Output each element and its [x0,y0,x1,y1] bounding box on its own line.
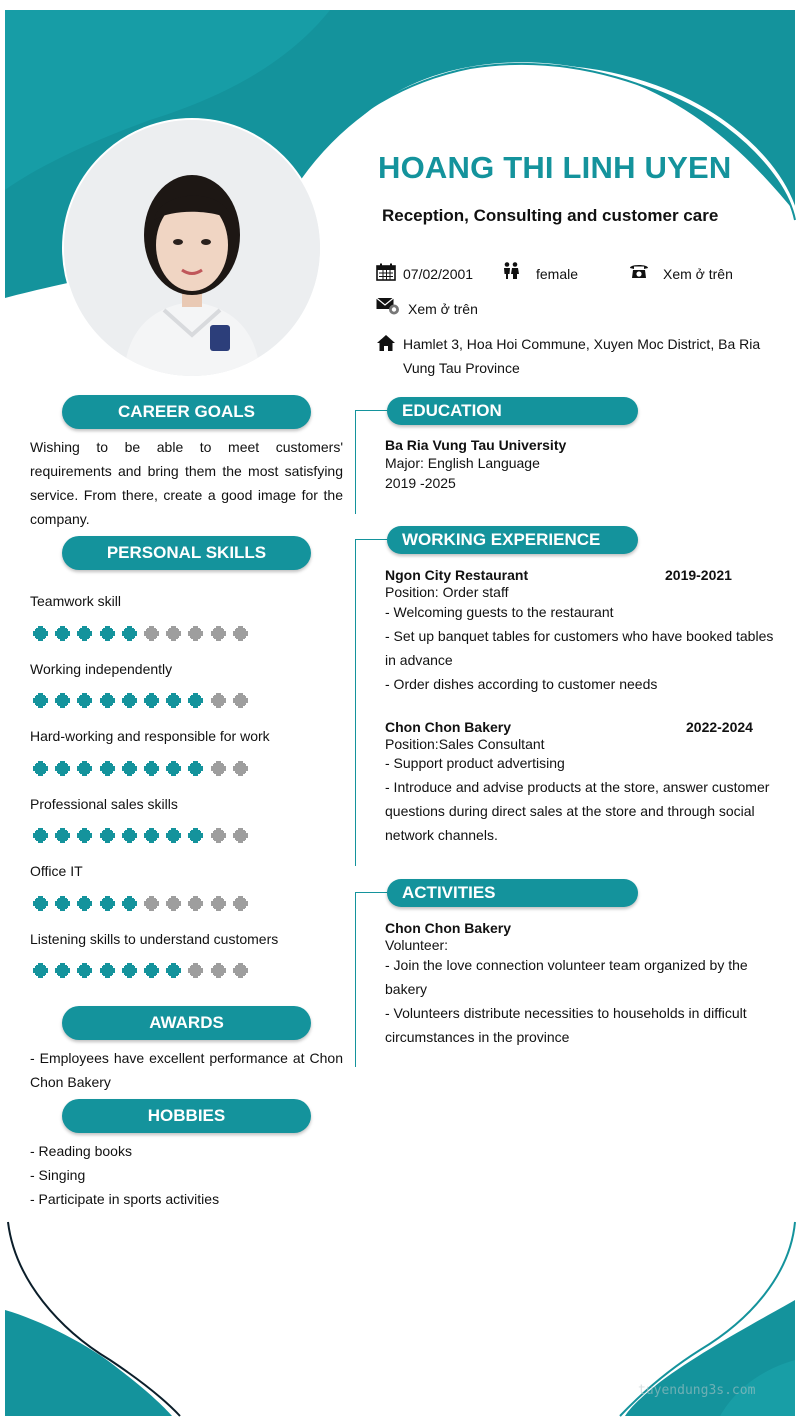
skill-dot-filled [188,693,203,708]
experience-timeline-line [355,539,356,866]
skill-dot-filled [55,626,70,641]
career-goals-heading: CAREER GOALS [62,395,311,429]
skill-dot-filled [77,626,92,641]
activities-timeline-line [355,892,356,1067]
skill-dot-filled [100,828,115,843]
skill-dot-empty [211,963,226,978]
skill-dot-filled [55,693,70,708]
job-duty: - Introduce and advise products at the store, answer customer questions during direct sales at the store and through social network channels. [385,779,770,843]
education-timeline-line [355,410,356,514]
skill-label: Teamwork skill [30,593,122,609]
hobby-item: - Reading books [30,1143,132,1159]
phone-icon [629,262,649,280]
activities-heading: ACTIVITIES [387,879,638,907]
skill-dot-filled [33,896,48,911]
skill-dot-filled [55,828,70,843]
education-connector [356,410,387,411]
skill-dot-filled [55,761,70,776]
avatar-illustration [64,120,320,376]
skill-dot-filled [33,761,48,776]
skill-label: Professional sales skills [30,796,178,812]
job-duty: - Set up banquet tables for customers who have booked tables in advance [385,628,774,668]
birthday-value: 07/02/2001 [403,266,474,282]
skill-dot-filled [77,896,92,911]
skill-dot-empty [233,761,248,776]
job-position: Position:Sales Consultant [385,736,545,752]
skill-dot-empty [211,896,226,911]
education-years: 2019 -2025 [385,475,456,491]
skill-dot-filled [166,828,181,843]
bottom-left-teal-shape [5,1310,172,1416]
job-years: 2022-2024 [686,719,753,735]
job-duty: - Support product advertising [385,755,565,771]
skill-label: Working independently [30,661,173,677]
personal-skills-heading: PERSONAL SKILLS [62,536,311,570]
skill-dot-empty [233,896,248,911]
job-company: Chon Chon Bakery [385,719,512,735]
skill-dot-filled [122,963,137,978]
skill-dot-empty [233,693,248,708]
education-school: Ba Ria Vung Tau University [385,437,567,453]
skill-dot-empty [233,828,248,843]
skill-dot-filled [144,693,159,708]
candidate-name: HOANG THI LINH UYEN [378,150,732,185]
watermark-text: tuyendung3s.com [638,1383,756,1398]
skill-dot-empty [188,896,203,911]
skill-dot-empty [188,963,203,978]
activity-role: Volunteer: [385,937,449,953]
awards-text: - Employees have excellent performance at Chon Chon Bakery [30,1050,343,1090]
skill-dot-filled [144,963,159,978]
email-icon [376,297,400,315]
skill-dot-empty [211,828,226,843]
skill-dot-filled [122,828,137,843]
education-major: Major: English Language [385,455,540,471]
awards-heading: AWARDS [62,1006,311,1040]
skill-dot-filled [77,828,92,843]
skill-label: Listening skills to understand customers [30,931,279,947]
skill-dot-filled [77,761,92,776]
gender-value: female [536,266,579,282]
skill-dot-filled [100,963,115,978]
job-duty: - Order dishes according to customer needs [385,676,658,692]
activities-connector [356,892,387,893]
skill-dot-empty [211,693,226,708]
activity-org: Chon Chon Bakery [385,920,512,936]
skill-dot-empty [211,761,226,776]
education-heading: EDUCATION [387,397,638,425]
skill-dot-filled [122,761,137,776]
address-line-2: Vung Tau Province [403,360,520,376]
skill-dot-filled [166,693,181,708]
skill-dot-filled [77,693,92,708]
job-position: Position: Order staff [385,584,509,600]
email-value: Xem ở trên [408,301,478,317]
skill-dot-empty [144,896,159,911]
skill-dot-filled [55,896,70,911]
home-icon [376,334,396,352]
skill-dot-empty [233,626,248,641]
skill-dot-filled [144,828,159,843]
address-line-1: Hamlet 3, Hoa Hoi Commune, Xuyen Moc District, Ba Ria [403,336,761,352]
skill-dot-empty [166,626,181,641]
skill-dot-filled [122,626,137,641]
calendar-icon [376,263,396,281]
skill-dot-filled [144,761,159,776]
activity-item: - Volunteers distribute necessities to households in difficult circumstances in the province [385,1005,747,1045]
experience-heading: WORKING EXPERIENCE [387,526,638,554]
skill-label: Office IT [30,863,83,879]
skill-dot-filled [122,896,137,911]
job-company: Ngon City Restaurant [385,567,529,583]
job-title: Reception, Consulting and customer care [382,206,719,225]
job-years: 2019-2021 [665,567,732,583]
skill-dot-filled [188,828,203,843]
job-duty: - Welcoming guests to the restaurant [385,604,614,620]
skill-dot-filled [100,896,115,911]
phone-value: Xem ở trên [663,266,733,282]
skill-dot-filled [55,963,70,978]
career-goals-text: Wishing to be able to meet customers' requirements and bring them the most satisfying service. From there, create a good image for the company. [30,439,343,527]
hobby-item: - Participate in sports activities [30,1191,220,1207]
hobby-item: - Singing [30,1167,86,1183]
skill-dot-filled [100,626,115,641]
skill-dot-empty [188,626,203,641]
gender-icon [501,262,521,280]
profile-photo [62,118,322,378]
skill-dot-empty [233,963,248,978]
skill-dot-empty [166,896,181,911]
skill-dot-filled [188,761,203,776]
skill-dot-filled [166,761,181,776]
skill-dot-filled [33,828,48,843]
skill-dot-filled [166,963,181,978]
skill-dot-empty [211,626,226,641]
skill-dot-filled [33,626,48,641]
skill-dot-filled [77,963,92,978]
skill-dot-filled [100,761,115,776]
hobbies-heading: HOBBIES [62,1099,311,1133]
experience-connector [356,539,387,540]
skill-label: Hard-working and responsible for work [30,728,270,744]
activity-item: - Join the love connection volunteer team organized by the bakery [385,957,748,997]
skill-dot-filled [33,963,48,978]
skill-dot-filled [122,693,137,708]
skill-dot-filled [33,693,48,708]
skill-dot-empty [144,626,159,641]
skill-dot-filled [100,693,115,708]
